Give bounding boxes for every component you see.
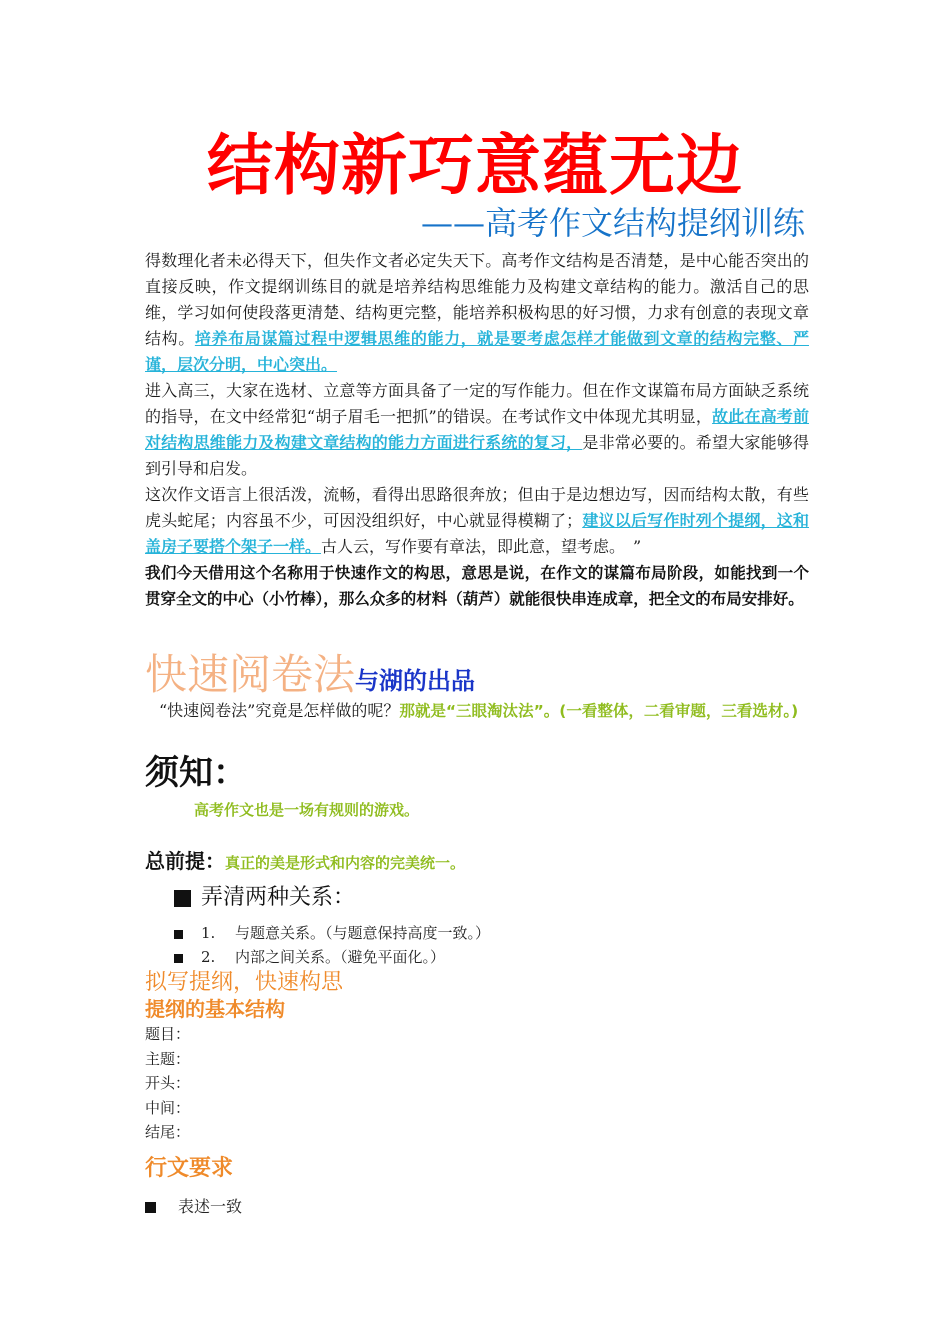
intro-paragraph-4: 我们今天借用这个名称用于快速作文的构思，意思是说，在作文的谋篇布局阶段，如能找到一个贯穿全文的中心（小竹棒），那么众多的材料（葫芦）就能很快串连成章，把全文的布局安排好。 [145, 564, 809, 608]
notice-heading: 须知： [145, 753, 247, 793]
intro-p1-highlight: 培养布局谋篇过程中逻辑思维的能力，就是要考虑怎样才能做到文章的结构完整、严谨，层次分明，中心突出。 [145, 329, 809, 374]
intro-paragraph-1 [145, 248, 809, 378]
intro-section [145, 248, 809, 612]
square-bullet-icon [174, 954, 183, 963]
intro-p2-highlight: 故此在高考前对结构思维能力及构建文章结构的能力方面进行系统的复习， [145, 407, 809, 452]
outline-field: 主题： [145, 1049, 191, 1068]
outline-field: 结尾： [145, 1123, 191, 1141]
outline-field: 题目： [145, 1025, 191, 1043]
intro-paragraph-3 [145, 482, 809, 560]
square-bullet-icon [145, 1202, 156, 1213]
intro-paragraph-2 [145, 378, 809, 482]
notice-game-line: 高考作文也是一场有规则的游戏。 [194, 801, 420, 819]
intro-p3-highlight: 建议以后写作时列个提纲，这和盖房子要搭个架子一样。 [145, 511, 809, 556]
writing-item-text: 表述一致 [178, 1197, 243, 1216]
document-title: 结构新巧意蕴无边 [207, 126, 743, 204]
premise-value: 真正的美是形式和内容的完美统一。 [225, 854, 466, 872]
outline-subheading: 提纲的基本结构 [145, 997, 285, 1021]
outline-fields [145, 1022, 190, 1145]
fast-method-description [145, 698, 809, 724]
intro-p3-text: 这次作文语言上很活泼，流畅，看得出思路很奔放；但由于是边想边写，因而结构太散，有些虎头蛇尾；内容虽不少，可因没组织好，中心就显得模糊了； [145, 485, 809, 530]
writing-heading: 行文要求 [145, 1156, 234, 1181]
intro-p2-tail: 是非常必要的。希望大家能够得到引导和启发。 [145, 433, 809, 478]
intro-p1-text: 得数理化者未必得天下，但失作文者必定失天下。高考作文结构是否清楚，是中心能否突出的直接反映，作文提纲训练目的就是培养结构思维能力及构建文章结构的能力。激活自己的思维，学习如何使段落更清楚、结构更完整，能培养积极构思的好习惯，力求有创意的表现文章结构。 [145, 251, 809, 348]
fast-method-title: 快速阅卷法 [145, 650, 356, 699]
writing-item-1 [145, 1194, 242, 1220]
fast-method-answer: 那就是“三眼淘汰法”。(一看整体，二看审题，三看选材。) [399, 702, 799, 720]
outline-field: 开头： [145, 1074, 191, 1092]
fast-method-byline: 与湖的出品 [355, 667, 476, 695]
outline-heading: 拟写提纲，快速构思 [145, 970, 344, 995]
square-bullet-icon [174, 890, 191, 907]
relation-num: 2. [201, 948, 216, 966]
relations-heading-text: 弄清两种关系： [201, 885, 356, 910]
fast-method-question: “快速阅卷法”究竟是怎样做的呢？ [159, 701, 400, 720]
relation-num: 1. [201, 924, 216, 942]
relation-text: 内部之间关系。（避免平面化。） [235, 948, 446, 966]
intro-p3-tail: 古人云，写作要有章法，即此意，望考虑。 ” [321, 537, 642, 556]
relation-text: 与题意关系。（与题意保持高度一致。） [235, 924, 491, 942]
document-subtitle: ——高考作文结构提纲训练 [420, 204, 805, 242]
outline-field: 中间： [145, 1098, 191, 1117]
relations-heading [174, 881, 355, 915]
square-bullet-icon [174, 930, 183, 939]
relation-item-2 [174, 946, 445, 968]
relation-item-1 [174, 922, 490, 944]
premise-label: 总前提： [145, 849, 225, 873]
premise-line [145, 846, 465, 878]
intro-p2-text: 进入高三，大家在选材、立意等方面具备了一定的写作能力。但在作文谋篇布局方面缺乏系统的指导，在文中经常犯“胡子眉毛一把抓”的错误。在考试作文中体现尤其明显， [145, 381, 809, 426]
